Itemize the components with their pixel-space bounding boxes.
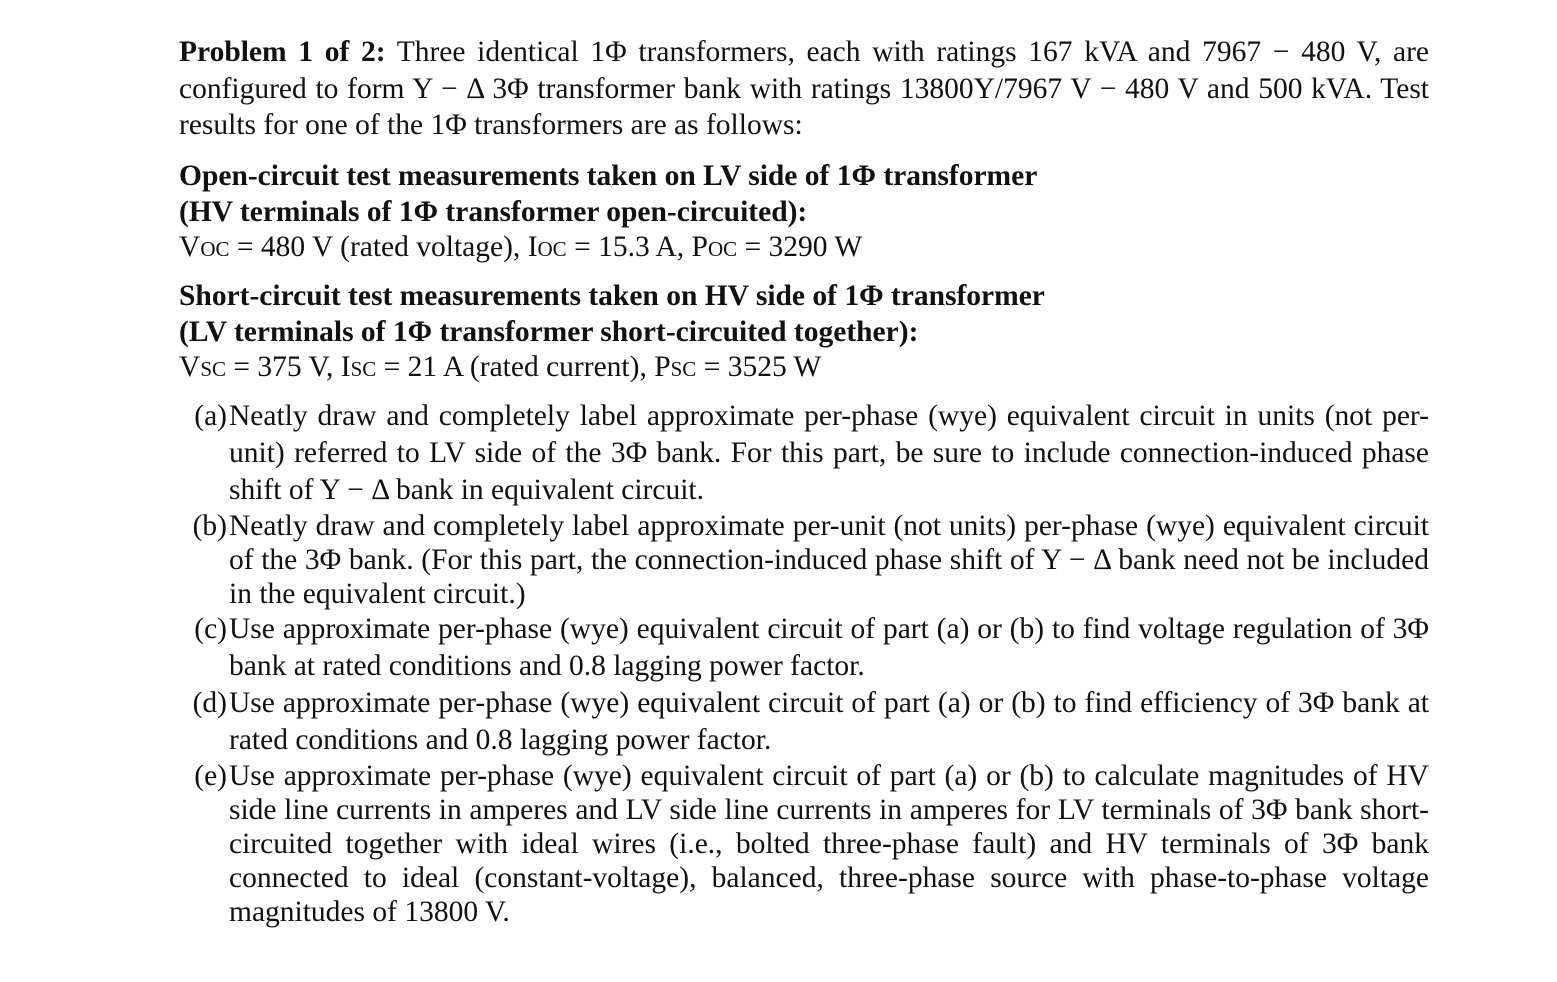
list-item [179,611,1429,685]
ioc-subscript: OC [537,236,567,261]
part-a-text: Neatly draw and completely label approximate per-phase (wye) equivalent circuit in units (not per-unit) referred to LV side of the 3Φ bank. For this part, be sure to include connection-induced phase shift of Y − Δ bank in equivalent circuit. [229,399,1429,506]
open-circuit-heading: Open-circuit test measurements taken on LV side of 1Φ transformer [179,159,1038,192]
poc-subscript: OC [707,236,738,261]
psc-symbol: P [654,350,671,383]
problem-label: Problem 1 of 2: [179,36,386,68]
vsc-symbol: V [179,350,201,383]
open-circuit-subheading: (HV terminals of 1Φ transformer open-circuited): [179,195,808,228]
list-item [179,759,1429,929]
short-circuit-values [179,350,1429,386]
list-item [179,685,1429,759]
ioc-value: = 15.3 A, [566,230,692,263]
list-item [179,509,1429,611]
problem-intro [179,34,1429,144]
short-circuit-heading: Short-circuit test measurements taken on HV side of 1Φ transformer [179,279,1045,312]
isc-value: = 21 A (rated current), [376,350,655,383]
short-circuit-section [179,278,1429,386]
part-d-marker: (d) [192,686,227,719]
vsc-subscript: SC [200,356,226,381]
voc-subscript: OC [200,236,230,261]
problem-document [179,34,1429,929]
open-circuit-values [179,230,1429,266]
poc-symbol: P [691,230,708,263]
part-b-marker: (b) [192,509,227,542]
poc-value: = 3290 W [737,230,863,263]
psc-value: = 3525 W [696,350,822,383]
part-e-text: Use approximate per-phase (wye) equivalent circuit of part (a) or (b) to calculate magnitudes of HV side line currents in amperes and LV side line currents in amperes for LV terminals of 3Φ bank short-circuited together with ideal wires (i.e., bolted three-phase fault) and HV terminals of 3Φ bank connected to ideal (constant-voltage), balanced, three-phase source with phase-to-phase voltage magnitudes of 13800 V. [229,759,1429,928]
part-c-text: Use approximate per-phase (wye) equivalent circuit of part (a) or (b) to find voltage regulation of 3Φ bank at rated conditions and 0.8 lagging power factor. [229,612,1429,682]
ioc-symbol: I [527,230,538,263]
isc-symbol: I [340,350,351,383]
part-b-text: Neatly draw and completely label approximate per-unit (not units) per-phase (wye) equivalent circuit of the 3Φ bank. (For this part, the connection-induced phase shift of Y − Δ bank need not be included in the equivalent circuit.) [229,509,1429,610]
open-circuit-section [179,158,1429,266]
problem-statement: Three identical 1Φ transformers, each with ratings 167 kVA and 7967 − 480 V, are configured to form Y − Δ 3Φ transformer bank with ratings 13800Y/7967 V − 480 V and 500 kVA. Test results for one of the 1Φ transformers are as follows: [179,36,1430,141]
part-a-marker: (a) [194,399,227,432]
part-d-text: Use approximate per-phase (wye) equivalent circuit of part (a) or (b) to find efficiency of 3Φ bank at rated conditions and 0.8 lagging power factor. [229,686,1429,756]
part-e-marker: (e) [194,759,227,792]
part-c-marker: (c) [194,612,227,645]
list-item [179,398,1429,509]
isc-subscript: SC [350,356,377,381]
psc-subscript: SC [670,356,697,381]
vsc-value: = 375 V, [226,350,341,383]
voc-value: = 480 V (rated voltage), [229,230,528,263]
short-circuit-subheading: (LV terminals of 1Φ transformer short-circuited together): [179,315,919,348]
voc-symbol: V [179,230,201,263]
question-parts-list [179,398,1429,929]
